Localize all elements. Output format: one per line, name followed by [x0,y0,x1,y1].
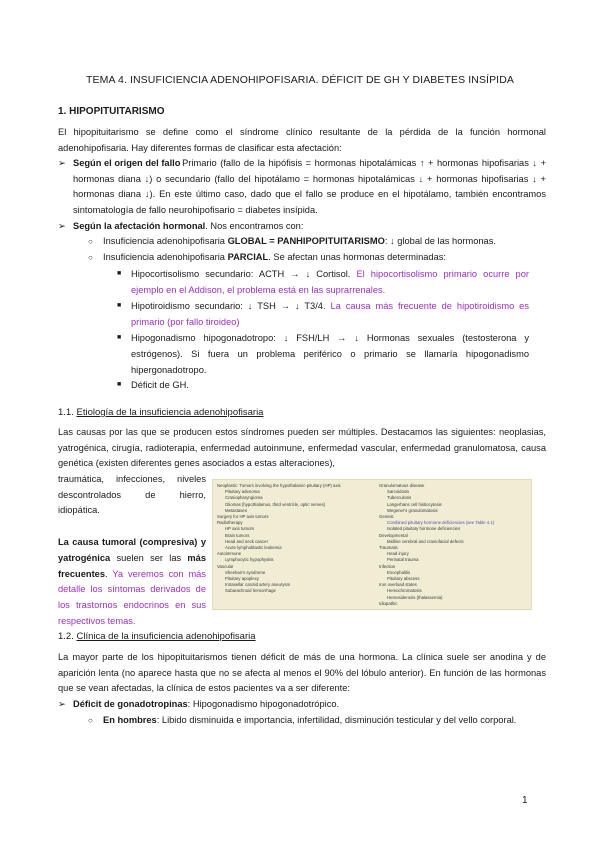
page-number: 1 [522,795,528,806]
bullet-hormonal-text: . Nos encontramos con: [205,221,304,231]
table-row: Acute lymphoblastic leukemia [225,545,282,551]
table-row: Developmental [379,532,408,538]
causes-note: Ya veremos con más detalle los síntomas derivados de los trastornos endocrinos en sus respectivos temas. [58,568,207,626]
subsection-heading-etiologia [58,407,263,418]
table-row: Gliomas (hypothalamus, third ventricle, optic nerves) [225,501,326,507]
etiology-paragraph: Las causas por las que se producen estos síndromes pueden ser múltiples. Destacamos las siguientes: neoplasias, yatrogénica, cirugía, radioterapia, enfermedad autoinmune, enfermedad vascular, enfermedad granulomatosa, causa genética (existen diferentes genes asociados a estas alteraciones), [58,427,546,468]
table-row: Infection [379,563,396,569]
sub-parcial-bold: PARCIAL [227,252,269,262]
table-row: Midline cerebral and craniofacial defects [387,538,464,544]
section-heading-hipopituitarismo: 1. HIPOPITUITARISMO [58,106,165,117]
table-row: Tuberculosis [387,495,412,501]
heading-number: 1.2. [58,631,77,642]
etiology-paragraph-cont: traumática, infecciones, niveles descontrolados de hierro, idiopática. [58,474,206,515]
bullet-gonadotropinas [58,697,546,713]
circle-bullet-icon: ○ [88,253,93,262]
sub-global-post: : ↓ global de las hormonas. [384,236,496,246]
table-row: Neoplastic: Tumors involving the hypothalamic-pituitary (HP) axis [217,483,341,488]
table-row: Traumatic [379,545,398,551]
table-row: Subarachnoid hemorrhage [225,588,276,594]
circle-bullet-icon: ○ [88,716,93,725]
table-row: Granulomatous disease [379,483,425,488]
clinica-paragraph: La mayor parte de los hipopituitarismos tienen déficit de más de una hormona. La clínica suele ser anodina y de aparición lenta (no aparece hasta que no se afecta al menos el 90% del lóbulo anterior). En función de las hormonas que se vean afectadas, la clínica de estos pacientes va a ser diferente: [58,652,546,693]
hombres-text: : Libido disminuida e importancia, infertilidad, disminución testicular y del vello corporal. [156,715,517,725]
etiology-causes-paragraph [58,535,206,630]
table-row: Craniopharyngioma [225,495,263,501]
square-bullet-icon: ■ [117,381,122,388]
table-row: Radiotherapy [217,520,243,526]
table-row: Isolated pituitary hormone deficiencies [387,526,461,532]
table-row: Wegener's granulomatosis [387,507,438,513]
list-item [117,377,529,393]
bullet-hormonal-label: Según la afectación hormonal [73,221,206,231]
table-row: Pituitary apoplexy [225,576,259,582]
etiology-table-left-column [217,483,341,595]
item-text: Hipotiroidismo secundario: ↓ TSH → ↓ T3/4. [131,301,331,311]
list-item [117,266,529,298]
list-item [117,330,529,378]
intro-paragraph: El hipopituitarismo se define como el síndrome clínico resultante de la pérdida de la función hormonal adenohipofisaria. Hay diferentes formas de clasificar esta afectación: [58,127,546,153]
bullet-hormonal [58,219,546,235]
sub-parcial-pre: Insuficiencia adenohipofisaria [103,252,228,262]
arrow-bullet-icon: ➢ [58,158,66,168]
etiology-table-right-column [379,483,494,607]
bullet-origin-text: : Primario (fallo de la hipófisis = hormonas hipotalámicas ↑ + hormonas hipofisarias ↓ + hormonas diana ↓) o secundario (fallo del hipotálamo = hormonas hipotalámicas ↓ + hormonas hipofisarias ↓ + hormonas diana ↓). En este último caso, dado que el fallo se produce en el hipotálamo, también encontramos sintomatología de fallo neurohipofisario = diabetes insípida. [73,158,546,215]
sub-global-pre: Insuficiencia adenohipofisaria [103,236,228,246]
circle-bullet-icon: ○ [88,237,93,246]
arrow-bullet-icon: ➢ [58,221,66,231]
causes-end: . [105,568,113,579]
item-note: El hipocortisolismo primario ocurre por ejemplo en el Addison, el problema está en las suprarrenales. [131,269,529,295]
table-row: Hemochromatosis [387,588,422,594]
table-row: Langerhans cell histiocytosis [387,501,442,507]
item-text: Hipocortisolismo secundario: ACTH → ↓ Cortisol. [131,269,357,279]
heading-number: 1.1. [58,407,77,418]
bullet-origin-label: Según el origen del fallo [73,158,181,168]
table-row: Combined pituitary hormone deficiencies (see Table 4.1) [387,520,495,526]
list-item [117,298,529,330]
causes-bold-1: La causa tumoral (compresiva) y yatrogénica [58,537,206,563]
sub-global-bold: GLOBAL = PANHIPOPITUITARISMO [227,236,385,246]
gonadotropinas-text: : Hipogonadismo hipogonadotrópico. [187,699,340,709]
table-row: Sarcoidosis [387,489,410,495]
table-row: Sheehan's syndrome [225,569,266,575]
item-note: La causa más frecuente de hipotiroidismo es primario (por fallo tiroideo) [131,301,529,327]
heading-text: Etiología de la insuficiencia adenohipofisaria [76,407,264,418]
etiology-table-image [212,479,532,610]
table-row: Hemosiderosis (thalassemia) [387,594,443,600]
gonadotropinas-label: Déficit de gonadotropinas [73,699,188,709]
item-text: Hipogonadismo hipogonadotropo: ↓ FSH/LH → ↓ Hormonas sexuales (testosterona y estrógenos). Si fuera un problema periférico o primario se llamaría hipogonadismo hipergonadotropo. [131,333,529,375]
square-bullet-icon: ■ [117,334,122,341]
table-row: Pituitary adenoma [225,489,260,495]
heading-text: Clínica de la insuficiencia adenohipofisaria [76,631,256,642]
table-row: HP axis tumors [225,526,255,532]
table-row: Vascular [217,563,234,569]
causes-bold-2: más frecuentes [58,552,206,579]
table-row: Genetic [379,514,394,520]
table-row: Autoimmune [217,551,242,557]
sub-hombres-text [103,713,546,729]
table-row: Idiopathic [379,600,398,606]
table-row: Intrasellar carotid artery aneurysm [225,582,291,588]
table-row: Metastases [225,507,247,513]
table-row: Surgery for HP axis tumors [217,514,269,520]
causes-mid: suelen ser las [110,552,188,563]
table-row: Encephalitis [387,569,411,575]
square-bullet-icon: ■ [117,270,122,277]
subsection-heading-clinica [58,631,256,642]
table-row: Brain tumors [225,532,250,538]
item-text: Déficit de GH. [131,380,189,390]
sub-parcial-post: . Se afectan unas hormonas determinadas: [268,252,446,262]
table-row: Head and neck cancer [225,538,268,544]
table-row: Head injury [387,551,409,557]
table-row: Perinatal trauma [387,557,419,563]
hombres-label: En hombres [103,715,157,725]
table-row: Iron overload states [379,582,417,588]
arrow-bullet-icon: ➢ [58,699,66,709]
square-bullet-icon: ■ [117,302,122,309]
table-row: Pituitary abscess [387,576,420,582]
table-row: Lymphocytic hypophysitis [225,557,274,563]
document-title: TEMA 4. INSUFICIENCIA ADENOHIPOFISARIA. DÉFICIT DE GH Y DIABETES INSÍPIDA [86,74,514,86]
